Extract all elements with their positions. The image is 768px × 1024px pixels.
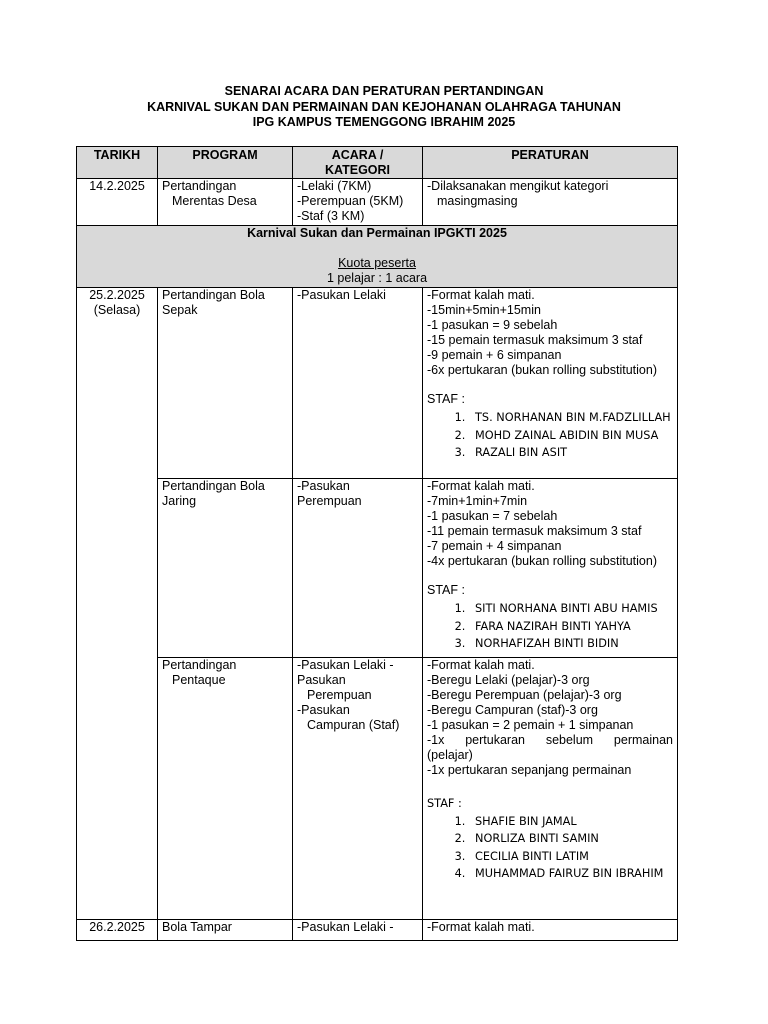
event-cell: -Pasukan Lelaki - — [293, 919, 423, 940]
program-cell — [158, 179, 293, 226]
heading-line-2: KARNIVAL SUKAN DAN PERMAINAN DAN KEJOHANAN OLAHRAGA TAHUNAN — [147, 99, 621, 114]
staff-item: 3. NORHAFIZAH BINTI BIDIN — [469, 635, 673, 653]
date-line: 25.2.2025 — [89, 288, 145, 302]
rule-line: -7min+1min+7min — [427, 494, 528, 508]
rule-line: -1x pertukaran sepanjang permainan — [427, 762, 632, 777]
schedule-table — [76, 146, 678, 941]
rule-line: -Format kalah mati. — [427, 479, 535, 493]
event-line: -Pasukan Lelaki - — [297, 657, 394, 672]
staff-item: 1. SITI NORHANA BINTI ABU HAMIS — [469, 600, 673, 618]
date-cell — [77, 288, 158, 920]
program-line: Pertandingan — [162, 657, 237, 672]
program-line: Sepak — [162, 303, 198, 317]
table-row — [77, 288, 678, 479]
program-cell — [158, 657, 293, 919]
event-line: Campuran (Staf) — [307, 717, 400, 732]
staff-label: STAF : — [427, 583, 465, 597]
rules-cell — [423, 657, 678, 919]
event-line: Perempuan — [307, 687, 372, 702]
event-cell — [293, 179, 423, 226]
rule-line: -9 pemain + 6 simpanan — [427, 348, 562, 362]
staff-label: STAF : — [427, 392, 465, 406]
rules-cell — [423, 179, 678, 226]
staff-item: 1. SHAFIE BIN JAMAL — [469, 813, 673, 831]
program-line: Merentas Desa — [172, 194, 257, 208]
staff-item: 2. FARA NAZIRAH BINTI YAHYA — [469, 618, 673, 636]
section-banner — [77, 226, 678, 288]
header-event-line-2: KATEGORI — [324, 163, 391, 177]
staff-item: 2. MOHD ZAINAL ABIDIN BIN MUSA — [469, 427, 673, 445]
rule-line: -Format kalah mati. — [427, 657, 535, 672]
section-banner-row — [77, 226, 678, 288]
date-cell: 14.2.2025 — [77, 179, 158, 226]
header-row — [77, 147, 678, 179]
table-row — [77, 179, 678, 226]
rule-line: -1x pertukaran sebelum permainan — [427, 732, 673, 747]
header-date: TARIKH — [77, 147, 158, 179]
heading-line-1: SENARAI ACARA DAN PERATURAN PERTANDINGAN — [224, 84, 544, 98]
staff-item: 4. MUHAMMAD FAIRUZ BIN IBRAHIM — [469, 865, 673, 883]
rule-line: -Beregu Campuran (staf)-3 org — [427, 702, 598, 717]
date-cell: 26.2.2025 — [77, 919, 158, 940]
rule-line: -1 pasukan = 7 sebelah — [427, 509, 558, 523]
event-line: Pasukan — [297, 672, 346, 687]
staff-item: 2. NORLIZA BINTI SAMIN — [469, 830, 673, 848]
rule-line: -15 pemain termasuk maksimum 3 staf — [427, 333, 643, 347]
program-line: Jaring — [162, 494, 197, 508]
rule-line: -Dilaksanakan mengikut kategori — [427, 179, 609, 193]
event-cell — [293, 657, 423, 919]
event-line: -Perempuan (5KM) — [297, 194, 404, 208]
program-line: Pertandingan Bola — [162, 479, 265, 493]
event-line: -Pasukan — [297, 479, 350, 493]
event-line: Perempuan — [297, 494, 362, 508]
table-row — [77, 919, 678, 940]
event-line: -Lelaki (7KM) — [297, 179, 372, 193]
header-rules: PERATURAN — [423, 147, 678, 179]
event-cell: -Pasukan Lelaki — [293, 288, 423, 479]
program-line: Pentaque — [172, 672, 226, 687]
rule-line: -6x pertukaran (bukan rolling substitution) — [427, 363, 657, 377]
table-row — [77, 479, 678, 658]
quota-value: 1 pelajar : 1 acara — [326, 271, 428, 285]
rules-cell: -Format kalah mati. — [423, 919, 678, 940]
staff-list — [427, 409, 673, 462]
staff-item: 1. TS. NORHANAN BIN M.FADZLILLAH — [469, 409, 673, 427]
event-line: -Pasukan — [297, 702, 350, 717]
staff-list — [427, 813, 673, 883]
day-line: (Selasa) — [93, 303, 141, 317]
rule-line: -Beregu Lelaki (pelajar)-3 org — [427, 672, 590, 687]
banner-title: Karnival Sukan dan Permainan IPGKTI 2025 — [247, 226, 507, 240]
staff-list — [427, 600, 673, 653]
header-event — [293, 147, 423, 179]
rule-line: masingmasing — [437, 194, 518, 208]
rule-line: -1 pasukan = 9 sebelah — [427, 318, 558, 332]
rule-line: -1 pasukan = 2 pemain + 1 simpanan — [427, 717, 634, 732]
rule-line: -11 pemain termasuk maksimum 3 staf — [427, 524, 642, 538]
program-cell: Bola Tampar — [158, 919, 293, 940]
program-cell — [158, 288, 293, 479]
rule-line: -7 pemain + 4 simpanan — [427, 539, 562, 553]
staff-item: 3. RAZALI BIN ASIT — [469, 444, 673, 462]
table-row — [77, 657, 678, 919]
rule-line: (pelajar) — [427, 747, 473, 762]
rule-line: -Beregu Perempuan (pelajar)-3 org — [427, 687, 622, 702]
rule-line: -15min+5min+15min — [427, 303, 541, 317]
program-line: Pertandingan Bola — [162, 288, 265, 302]
rule-line: -Format kalah mati. — [427, 288, 535, 302]
header-event-line-1: ACARA / — [331, 148, 384, 162]
header-program: PROGRAM — [158, 147, 293, 179]
staff-item: 3. CECILIA BINTI LATIM — [469, 848, 673, 866]
rule-line: -4x pertukaran (bukan rolling substitution) — [427, 554, 657, 568]
quota-label: Kuota peserta — [338, 256, 416, 270]
event-line: -Staf (3 KM) — [297, 209, 365, 223]
rules-cell — [423, 479, 678, 658]
program-line: Pertandingan — [162, 179, 237, 193]
program-cell — [158, 479, 293, 658]
event-cell — [293, 479, 423, 658]
heading-line-3: IPG KAMPUS TEMENGGONG IBRAHIM 2025 — [252, 115, 516, 129]
staff-label: STAF : — [427, 796, 462, 810]
rules-cell — [423, 288, 678, 479]
document-heading — [0, 84, 768, 131]
